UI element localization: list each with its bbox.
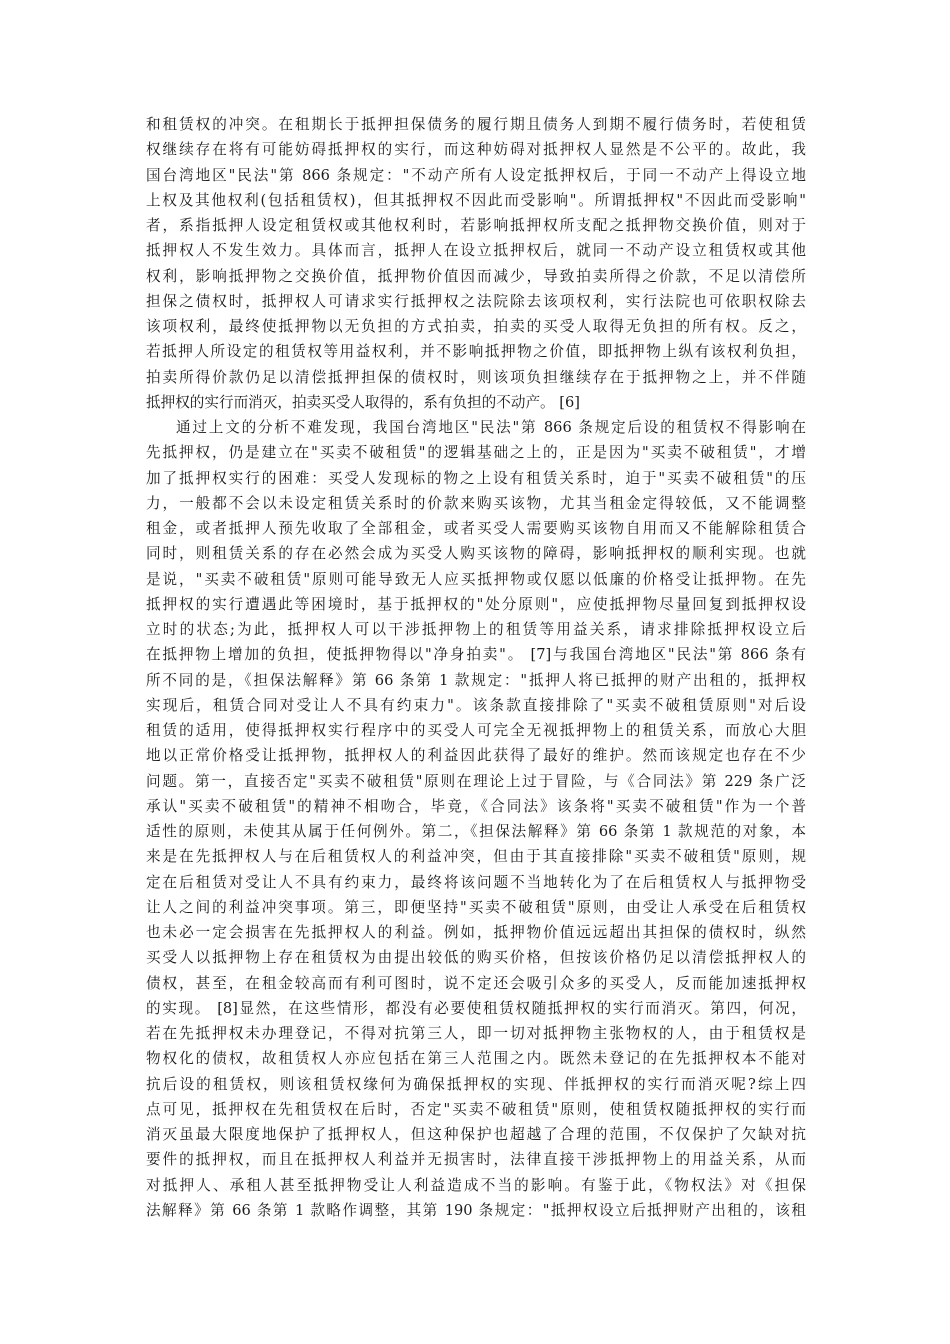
text-line: 适性的原则，未使其从属于任何例外。第二，《担保法解释》第 66 条第 1 款规范的对象，本: [146, 823, 806, 840]
text-line: 立时的状态;为此，抵押权人可以干涉抵押物上的租赁等用益关系，请求排除抵押权设立后: [146, 621, 806, 638]
text-line: 法解释》第 66 条第 1 款略作调整，其第 190 条规定："抵押权设立后抵押财产出租的，该租: [146, 1201, 806, 1219]
paragraph-2: [146, 415, 806, 1223]
text-line: 租金，或者抵押人预先收取了全部租金，或者买受人需要购买该物自用而又不能解除租赁合: [146, 520, 806, 537]
text-line: 让人之间的利益冲突事项。第三，即便坚持"买卖不破租赁"原则，由受让人承受在后租赁权: [146, 898, 806, 916]
text-line: 点可见，抵押权在先租赁权在后时，否定"买卖不破租赁"原则，使租赁权随抵押权的实行而: [146, 1100, 806, 1118]
text-line: 地以正常价格受让抵押物，抵押权人的利益因此获得了最好的维护。然而该规定也存在不少: [146, 747, 806, 765]
text-line: 者，系指抵押人设定租赁权或其他权利时，若影响抵押权所支配之抵押物交换价值，则对于: [146, 217, 806, 234]
text-line: 同时，则租赁关系的存在必然会成为买受人购买该物的障碍，影响抵押权的顺利实现。也就: [146, 545, 806, 563]
text-line: 承认"买卖不破租赁"的精神不相吻合，毕竟，《合同法》该条将"买卖不破租赁"作为一个普: [146, 797, 806, 815]
document-page: [146, 112, 806, 1223]
text-line: 消灭虽最大限度地保护了抵押权人，但这种保护也超越了合理的范围，不仅保护了欠缺对抗: [146, 1126, 806, 1143]
text-line: 所不同的是，《担保法解释》第 66 条第 1 款规定："抵押人将已抵押的财产出租的，抵押权: [146, 671, 806, 689]
text-line: 力，一般都不会以未设定租赁关系时的价款来购买该物，尤其当租金定得较低，又不能调整: [146, 494, 806, 512]
text-line: 该项权利，最终使抵押物以无负担的方式拍卖，拍卖的买受人取得无负担的所有权。反之，: [146, 318, 806, 335]
text-line: 物权化的债权，故租赁权人亦应包括在第三人范围之内。既然未登记的在先抵押权本不能对: [146, 1050, 806, 1068]
text-line: 定在后租赁对受让人不具有约束力，最终将该问题不当地转化为了在后租赁权人与抵押物受: [146, 873, 806, 891]
text-line: 在抵押物上增加的负担，使抵押物得以"净身拍卖"。 [7]与我国台湾地区"民法"第 866 条有: [146, 646, 806, 664]
paragraph-1: [146, 112, 806, 415]
text-line: 权继续存在将有可能妨碍抵押权的实行，而这种妨碍对抵押权人显然是不公平的。故此，我: [146, 141, 806, 159]
text-line: 买受人以抵押物上存在租赁权为由提出较低的购买价格，但按该价格仍足以清偿抵押权人的: [146, 949, 806, 967]
text-line: 要件的抵押权，而且在抵押权人利益并无损害时，法律直接干涉抵押物上的用益关系，从而: [146, 1151, 806, 1169]
text-line: 是说，"买卖不破租赁"原则可能导致无人应买抵押物或仅愿以低廉的价格受让抵押物。在先: [146, 570, 806, 588]
text-line: 抵押权的实行遭遇此等困境时，基于抵押权的"处分原则"，应使抵押物尽量回复到抵押权设: [146, 595, 806, 613]
text-line: 拍卖所得价款仍足以清偿抵押担保的债权时，则该项负担继续存在于抵押物之上，并不伴随: [146, 368, 806, 386]
text-line: 也未必一定会损害在先抵押权人的利益。例如，抵押物价值远远超出其担保的债权时，纵然: [146, 924, 806, 941]
text-line: 上权及其他权利(包括租赁权)，但其抵押权不因此而受影响"。所谓抵押权"不因此而受影响": [146, 191, 806, 209]
text-line: 问题。第一，直接否定"买卖不破租赁"原则在理论上过于冒险，与《合同法》第 229 条广泛: [146, 772, 806, 790]
text-line: 先抵押权，仍是建立在"买卖不破租赁"的逻辑基础之上的，正是因为"买卖不破租赁"，才增: [146, 444, 806, 462]
text-line: 的实现。 [8]显然，在这些情形，都没有必要使租赁权随抵押权的实行而消灭。第四，何况，: [146, 999, 806, 1017]
text-line: 若抵押人所设定的租赁权等用益权利，并不影响抵押物之价值，即抵押物上纵有该权利负担，: [146, 343, 806, 361]
text-line: 实现后，租赁合同对受让人不具有约束力"。该条款直接排除了"买卖不破租赁原则"对后设: [146, 696, 806, 714]
text-line: 抵押权的实行而消灭，拍卖买受人取得的，系有负担的不动产。 [6]: [146, 393, 580, 411]
text-line: 对抵押人、承租人甚至抵押物受让人利益造成不当的影响。有鉴于此，《物权法》对《担保: [146, 1176, 806, 1194]
text-line: 若在先抵押权未办理登记，不得对抗第三人，即一切对抵押物主张物权的人，由于租赁权是: [146, 1025, 806, 1042]
text-line: 和租赁权的冲突。在租期长于抵押担保债务的履行期且债务人到期不履行债务时，若使租赁: [146, 116, 806, 133]
text-line: 加了抵押权实行的困难：买受人发现标的物之上设有租赁关系时，迫于"买卖不破租赁"的压: [146, 469, 806, 487]
text-line: 债权，甚至，在租金较高而有利可图时，说不定还会吸引众多的买受人，反而能加速抵押权: [146, 974, 806, 992]
text-line: 抗后设的租赁权，则该租赁权缘何为确保抵押权的实现、伴抵押权的实行而消灭呢?综上四: [146, 1075, 806, 1093]
text-line: 担保之债权时，抵押权人可请求实行抵押权之法院除去该项权利，实行法院也可依职权除去: [146, 292, 806, 310]
text-line: 抵押权人不发生效力。具体而言，抵押人在设立抵押权后，就同一不动产设立租赁权或其他: [146, 242, 806, 260]
text-line: 国台湾地区"民法"第 866 条规定："不动产所有人设定抵押权后，于同一不动产上得设立地: [146, 166, 806, 184]
text-line: 租赁的适用，使得抵押权实行程序中的买受人可完全无视抵押物上的租赁关系，而放心大胆: [146, 722, 806, 739]
text-line: 通过上文的分析不难发现，我国台湾地区"民法"第 866 条规定后设的租赁权不得影响在: [176, 419, 806, 436]
text-line: 权利，影响抵押物之交换价值，抵押物价值因而减少，导致拍卖所得之价款，不足以清偿所: [146, 267, 806, 285]
text-line: 来是在先抵押权人与在后租赁权人的利益冲突，但由于其直接排除"买卖不破租赁"原则，规: [146, 848, 806, 866]
